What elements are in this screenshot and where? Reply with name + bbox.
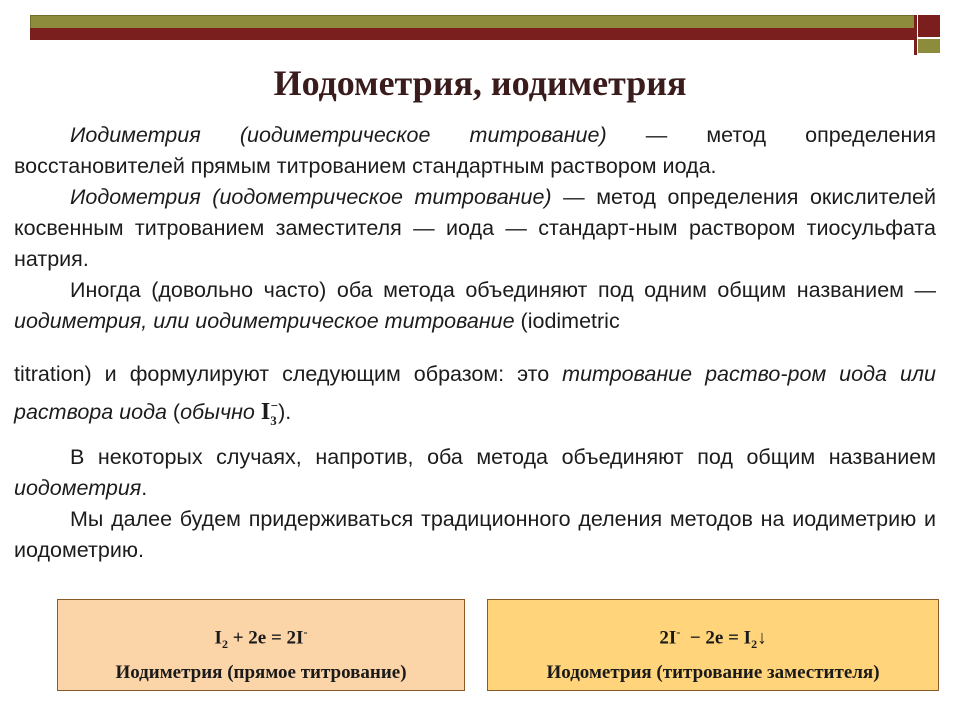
term-iodometry-paren: (иодометрическое титрование) bbox=[212, 185, 552, 209]
iodimetry-caption: Иодиметрия (прямое титрование) bbox=[115, 662, 407, 684]
top-bar-olive bbox=[30, 15, 916, 29]
term-iodimetry: Иодиметрия bbox=[70, 123, 201, 147]
paragraph-text: ). bbox=[278, 400, 292, 424]
formula-subscript: 3 bbox=[270, 412, 277, 428]
eq-superscript: - bbox=[676, 625, 681, 639]
eq-superscript: - bbox=[303, 625, 308, 639]
formula-base: I bbox=[260, 399, 271, 425]
eq-part: I bbox=[214, 627, 222, 649]
paragraph-text: — метод определения окислителей косвенным титрованием заместителя — иода — стандарт-ным раствором тиосульфата натрия. bbox=[14, 185, 936, 271]
eq-part: + 2e = 2I bbox=[227, 627, 304, 649]
term-combined: иодиметрия, или иодиметрическое титрование bbox=[14, 309, 515, 333]
paragraph-text: — метод определения восстановителей прямым титрованием стандартным раствором иода. bbox=[14, 123, 936, 178]
iodometry-equation-box bbox=[487, 599, 939, 691]
term-iodimetry-paren: (иодиметрическое титрование) bbox=[239, 123, 607, 147]
paragraph-text: Иногда (довольно часто) оба метода объединяют под одним общим названием — bbox=[70, 278, 936, 302]
paragraph-iodometry-definition bbox=[14, 182, 936, 275]
paragraph-opposite-case bbox=[14, 442, 936, 504]
term-iodometry-inline: иодометрия bbox=[14, 475, 142, 500]
eq-subscript: 2 bbox=[221, 637, 228, 652]
eq-part: − 2e = I bbox=[680, 627, 752, 649]
paragraph-iodimetry-definition bbox=[14, 120, 936, 182]
term-iodometry: Иодометрия bbox=[70, 185, 201, 209]
iodometry-equation bbox=[488, 620, 938, 656]
paragraph-formulation bbox=[14, 359, 936, 436]
paragraph-text: В некоторых случаях, напротив, оба метода объединяют под общим названием bbox=[70, 444, 936, 469]
paragraph-convention bbox=[14, 504, 936, 566]
term-titration: титрование раство-ром иода или раствора иода bbox=[14, 362, 936, 424]
paragraph-combined-name bbox=[14, 275, 936, 337]
corner-square-olive bbox=[918, 39, 940, 53]
top-bar-maroon bbox=[30, 28, 914, 40]
formula-triiodide bbox=[260, 398, 279, 428]
slide-title: Иодометрия, иодиметрия bbox=[273, 63, 687, 103]
iodimetry-equation bbox=[58, 620, 464, 656]
eq-subscript: 2 bbox=[751, 637, 758, 652]
corner-divider bbox=[914, 15, 917, 55]
iodimetry-equation-box bbox=[57, 599, 465, 691]
body-text bbox=[14, 120, 936, 566]
iodometry-caption: Иодометрия (титрование заместителя) bbox=[546, 662, 880, 684]
corner-square-maroon bbox=[918, 15, 940, 37]
paragraph-text: ( bbox=[166, 400, 181, 424]
paragraph-text: (iodimetric bbox=[514, 309, 620, 333]
paragraph-text: Мы далее будем придерживаться традиционного деления методов на иодиметрию и иодометрию. bbox=[14, 506, 936, 562]
term-usually: обычно bbox=[180, 400, 255, 424]
formula-superscript: − bbox=[270, 398, 279, 413]
eq-part: 2I bbox=[659, 627, 677, 649]
precipitate-arrow-icon: ↓ bbox=[757, 627, 767, 649]
paragraph-text: titration) и формулируют следующим образом: это bbox=[14, 362, 563, 386]
paragraph-text: . bbox=[141, 475, 148, 500]
